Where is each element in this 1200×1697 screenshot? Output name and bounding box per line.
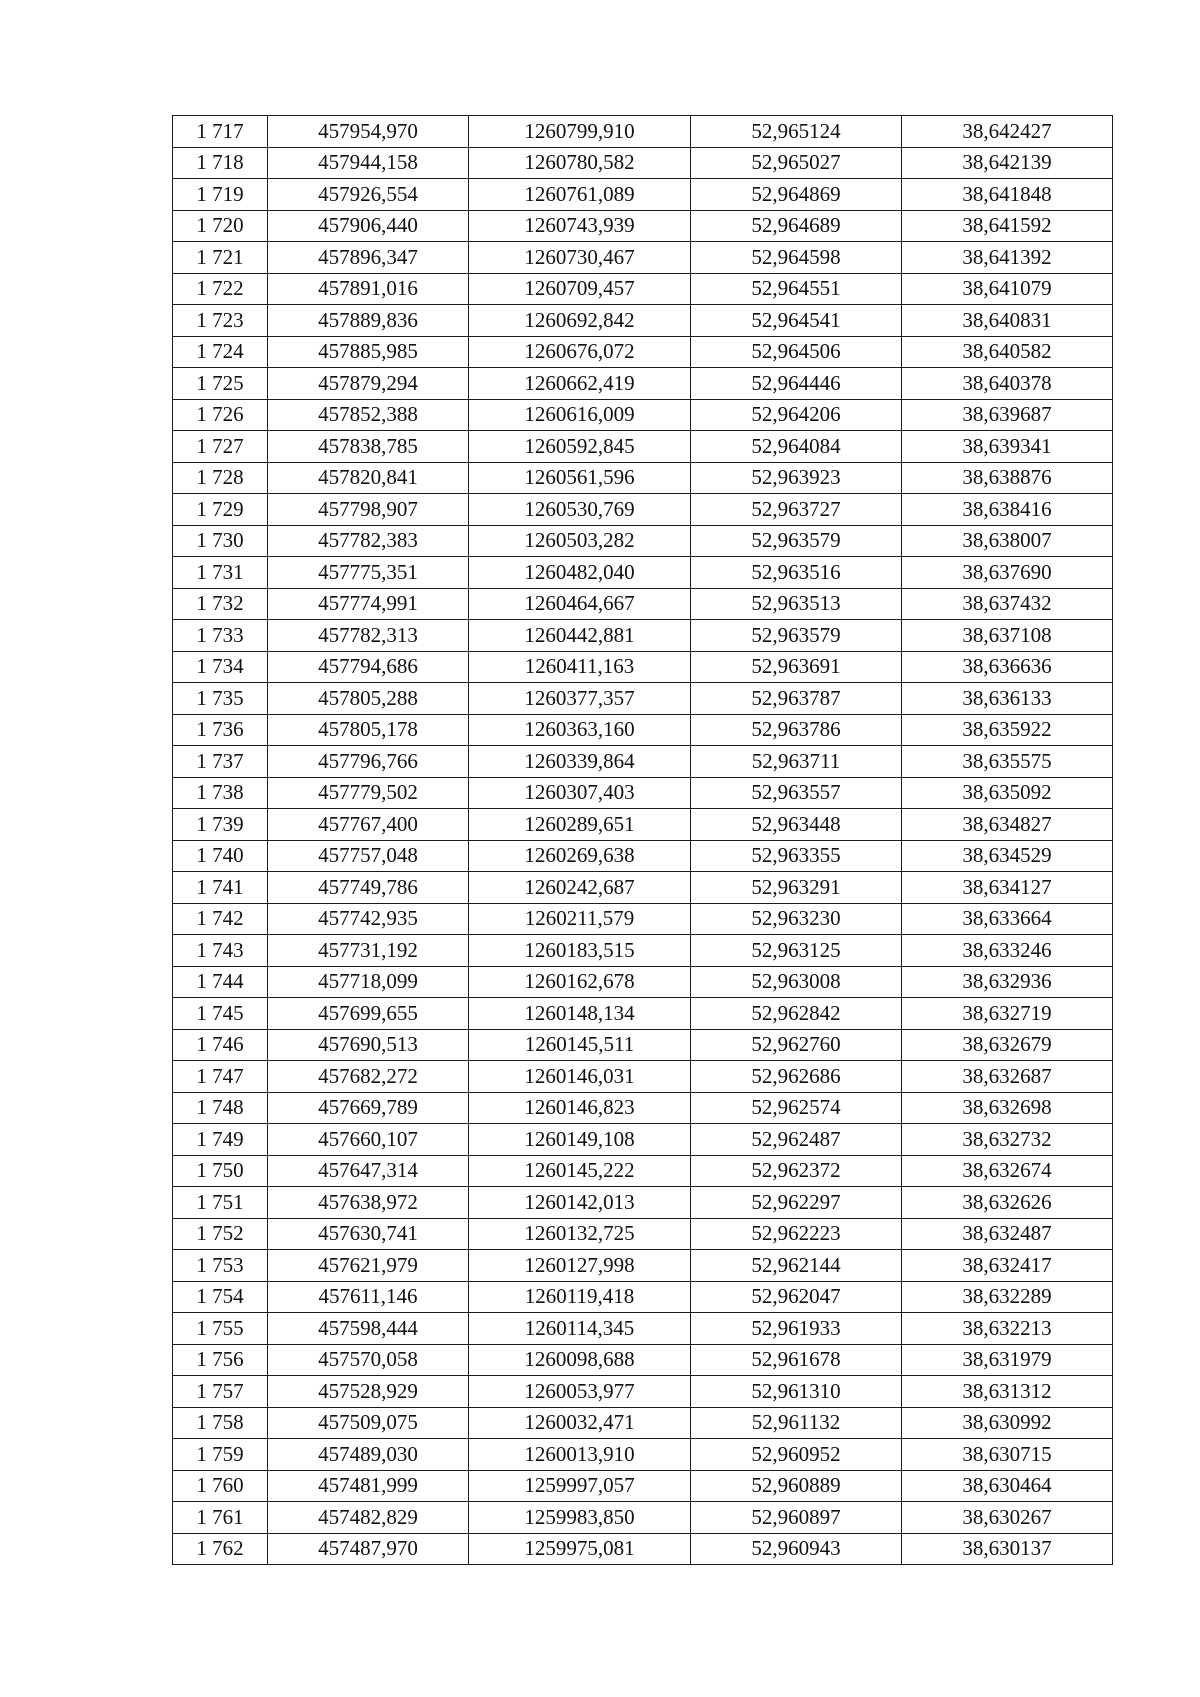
longitude-cell: 38,639341	[902, 431, 1113, 463]
longitude-cell: 38,641592	[902, 210, 1113, 242]
point-number-cell: 1 761	[173, 1502, 268, 1534]
point-number-cell: 1 735	[173, 683, 268, 715]
y-coordinate-cell: 1260149,108	[469, 1124, 691, 1156]
table-row	[173, 998, 1113, 1030]
table-row	[173, 746, 1113, 778]
point-number-cell: 1 718	[173, 147, 268, 179]
x-coordinate-cell: 457775,351	[268, 557, 469, 589]
table-row	[173, 1218, 1113, 1250]
longitude-cell: 38,632213	[902, 1313, 1113, 1345]
longitude-cell: 38,638007	[902, 525, 1113, 557]
point-number-cell: 1 753	[173, 1250, 268, 1282]
point-number-cell: 1 724	[173, 336, 268, 368]
x-coordinate-cell: 457699,655	[268, 998, 469, 1030]
point-number-cell: 1 742	[173, 903, 268, 935]
y-coordinate-cell: 1260145,511	[469, 1029, 691, 1061]
longitude-cell: 38,640582	[902, 336, 1113, 368]
y-coordinate-cell: 1260761,089	[469, 179, 691, 211]
x-coordinate-cell: 457885,985	[268, 336, 469, 368]
latitude-cell: 52,961933	[691, 1313, 902, 1345]
longitude-cell: 38,636133	[902, 683, 1113, 715]
latitude-cell: 52,962223	[691, 1218, 902, 1250]
y-coordinate-cell: 1260142,013	[469, 1187, 691, 1219]
latitude-cell: 52,964506	[691, 336, 902, 368]
latitude-cell: 52,960952	[691, 1439, 902, 1471]
point-number-cell: 1 755	[173, 1313, 268, 1345]
table-row	[173, 525, 1113, 557]
table-row	[173, 1029, 1113, 1061]
point-number-cell: 1 734	[173, 651, 268, 683]
table-row	[173, 840, 1113, 872]
longitude-cell: 38,638876	[902, 462, 1113, 494]
table-row	[173, 368, 1113, 400]
y-coordinate-cell: 1260242,687	[469, 872, 691, 904]
point-number-cell: 1 723	[173, 305, 268, 337]
point-number-cell: 1 747	[173, 1061, 268, 1093]
longitude-cell: 38,639687	[902, 399, 1113, 431]
table-row	[173, 242, 1113, 274]
x-coordinate-cell: 457889,836	[268, 305, 469, 337]
x-coordinate-cell: 457742,935	[268, 903, 469, 935]
y-coordinate-cell: 1259975,081	[469, 1533, 691, 1565]
x-coordinate-cell: 457906,440	[268, 210, 469, 242]
point-number-cell: 1 720	[173, 210, 268, 242]
table-row	[173, 1187, 1113, 1219]
y-coordinate-cell: 1260503,282	[469, 525, 691, 557]
table-row	[173, 777, 1113, 809]
latitude-cell: 52,964869	[691, 179, 902, 211]
point-number-cell: 1 743	[173, 935, 268, 967]
table-row	[173, 620, 1113, 652]
point-number-cell: 1 748	[173, 1092, 268, 1124]
longitude-cell: 38,632626	[902, 1187, 1113, 1219]
latitude-cell: 52,963448	[691, 809, 902, 841]
table-row	[173, 935, 1113, 967]
longitude-cell: 38,632289	[902, 1281, 1113, 1313]
y-coordinate-cell: 1260730,467	[469, 242, 691, 274]
table-row	[173, 714, 1113, 746]
point-number-cell: 1 744	[173, 966, 268, 998]
point-number-cell: 1 759	[173, 1439, 268, 1471]
y-coordinate-cell: 1260743,939	[469, 210, 691, 242]
y-coordinate-cell: 1260339,864	[469, 746, 691, 778]
point-number-cell: 1 726	[173, 399, 268, 431]
table-row	[173, 809, 1113, 841]
y-coordinate-cell: 1260592,845	[469, 431, 691, 463]
point-number-cell: 1 762	[173, 1533, 268, 1565]
x-coordinate-cell: 457621,979	[268, 1250, 469, 1282]
longitude-cell: 38,632732	[902, 1124, 1113, 1156]
x-coordinate-cell: 457660,107	[268, 1124, 469, 1156]
table-row	[173, 1344, 1113, 1376]
x-coordinate-cell: 457731,192	[268, 935, 469, 967]
y-coordinate-cell: 1260132,725	[469, 1218, 691, 1250]
latitude-cell: 52,964689	[691, 210, 902, 242]
longitude-cell: 38,632674	[902, 1155, 1113, 1187]
table-row	[173, 1439, 1113, 1471]
latitude-cell: 52,963008	[691, 966, 902, 998]
latitude-cell: 52,962760	[691, 1029, 902, 1061]
longitude-cell: 38,633246	[902, 935, 1113, 967]
point-number-cell: 1 719	[173, 179, 268, 211]
point-number-cell: 1 740	[173, 840, 268, 872]
latitude-cell: 52,964446	[691, 368, 902, 400]
point-number-cell: 1 728	[173, 462, 268, 494]
x-coordinate-cell: 457891,016	[268, 273, 469, 305]
latitude-cell: 52,963557	[691, 777, 902, 809]
y-coordinate-cell: 1260146,823	[469, 1092, 691, 1124]
table-row	[173, 1407, 1113, 1439]
y-coordinate-cell: 1260145,222	[469, 1155, 691, 1187]
y-coordinate-cell: 1260676,072	[469, 336, 691, 368]
x-coordinate-cell: 457630,741	[268, 1218, 469, 1250]
x-coordinate-cell: 457820,841	[268, 462, 469, 494]
x-coordinate-cell: 457682,272	[268, 1061, 469, 1093]
point-number-cell: 1 741	[173, 872, 268, 904]
latitude-cell: 52,964206	[691, 399, 902, 431]
y-coordinate-cell: 1260013,910	[469, 1439, 691, 1471]
longitude-cell: 38,641079	[902, 273, 1113, 305]
longitude-cell: 38,630267	[902, 1502, 1113, 1534]
x-coordinate-cell: 457767,400	[268, 809, 469, 841]
point-number-cell: 1 758	[173, 1407, 268, 1439]
longitude-cell: 38,637690	[902, 557, 1113, 589]
latitude-cell: 52,963230	[691, 903, 902, 935]
y-coordinate-cell: 1260561,596	[469, 462, 691, 494]
longitude-cell: 38,633664	[902, 903, 1113, 935]
latitude-cell: 52,963291	[691, 872, 902, 904]
point-number-cell: 1 732	[173, 588, 268, 620]
longitude-cell: 38,630992	[902, 1407, 1113, 1439]
longitude-cell: 38,632417	[902, 1250, 1113, 1282]
latitude-cell: 52,963579	[691, 525, 902, 557]
y-coordinate-cell: 1260692,842	[469, 305, 691, 337]
latitude-cell: 52,962686	[691, 1061, 902, 1093]
y-coordinate-cell: 1260442,881	[469, 620, 691, 652]
point-number-cell: 1 752	[173, 1218, 268, 1250]
y-coordinate-cell: 1260616,009	[469, 399, 691, 431]
table-row	[173, 1313, 1113, 1345]
longitude-cell: 38,638416	[902, 494, 1113, 526]
latitude-cell: 52,964084	[691, 431, 902, 463]
longitude-cell: 38,642427	[902, 116, 1113, 148]
table-row	[173, 431, 1113, 463]
latitude-cell: 52,963513	[691, 588, 902, 620]
x-coordinate-cell: 457779,502	[268, 777, 469, 809]
y-coordinate-cell: 1260799,910	[469, 116, 691, 148]
x-coordinate-cell: 457718,099	[268, 966, 469, 998]
latitude-cell: 52,960889	[691, 1470, 902, 1502]
x-coordinate-cell: 457782,383	[268, 525, 469, 557]
longitude-cell: 38,632487	[902, 1218, 1113, 1250]
longitude-cell: 38,630715	[902, 1439, 1113, 1471]
table-row	[173, 903, 1113, 935]
table-row	[173, 1250, 1113, 1282]
latitude-cell: 52,960897	[691, 1502, 902, 1534]
y-coordinate-cell: 1260032,471	[469, 1407, 691, 1439]
table-row	[173, 683, 1113, 715]
x-coordinate-cell: 457638,972	[268, 1187, 469, 1219]
table-row	[173, 1061, 1113, 1093]
table-row	[173, 1124, 1113, 1156]
x-coordinate-cell: 457487,970	[268, 1533, 469, 1565]
x-coordinate-cell: 457798,907	[268, 494, 469, 526]
longitude-cell: 38,632719	[902, 998, 1113, 1030]
y-coordinate-cell: 1260377,357	[469, 683, 691, 715]
y-coordinate-cell: 1260148,134	[469, 998, 691, 1030]
table-row	[173, 336, 1113, 368]
point-number-cell: 1 739	[173, 809, 268, 841]
longitude-cell: 38,634827	[902, 809, 1113, 841]
point-number-cell: 1 729	[173, 494, 268, 526]
longitude-cell: 38,635922	[902, 714, 1113, 746]
longitude-cell: 38,637432	[902, 588, 1113, 620]
longitude-cell: 38,632679	[902, 1029, 1113, 1061]
y-coordinate-cell: 1260119,418	[469, 1281, 691, 1313]
longitude-cell: 38,631979	[902, 1344, 1113, 1376]
longitude-cell: 38,640378	[902, 368, 1113, 400]
x-coordinate-cell: 457774,991	[268, 588, 469, 620]
point-number-cell: 1 727	[173, 431, 268, 463]
table-row	[173, 147, 1113, 179]
latitude-cell: 52,963786	[691, 714, 902, 746]
x-coordinate-cell: 457852,388	[268, 399, 469, 431]
table-row	[173, 872, 1113, 904]
x-coordinate-cell: 457749,786	[268, 872, 469, 904]
x-coordinate-cell: 457944,158	[268, 147, 469, 179]
longitude-cell: 38,631312	[902, 1376, 1113, 1408]
x-coordinate-cell: 457954,970	[268, 116, 469, 148]
table-row	[173, 399, 1113, 431]
latitude-cell: 52,960943	[691, 1533, 902, 1565]
longitude-cell: 38,635575	[902, 746, 1113, 778]
y-coordinate-cell: 1260662,419	[469, 368, 691, 400]
x-coordinate-cell: 457896,347	[268, 242, 469, 274]
y-coordinate-cell: 1260269,638	[469, 840, 691, 872]
table-row	[173, 462, 1113, 494]
table-row	[173, 210, 1113, 242]
point-number-cell: 1 737	[173, 746, 268, 778]
table-row	[173, 588, 1113, 620]
longitude-cell: 38,641848	[902, 179, 1113, 211]
table-row	[173, 1470, 1113, 1502]
x-coordinate-cell: 457528,929	[268, 1376, 469, 1408]
x-coordinate-cell: 457570,058	[268, 1344, 469, 1376]
latitude-cell: 52,962487	[691, 1124, 902, 1156]
y-coordinate-cell: 1260709,457	[469, 273, 691, 305]
y-coordinate-cell: 1260530,769	[469, 494, 691, 526]
y-coordinate-cell: 1260183,515	[469, 935, 691, 967]
y-coordinate-cell: 1259997,057	[469, 1470, 691, 1502]
longitude-cell: 38,632687	[902, 1061, 1113, 1093]
latitude-cell: 52,963355	[691, 840, 902, 872]
x-coordinate-cell: 457481,999	[268, 1470, 469, 1502]
y-coordinate-cell: 1260053,977	[469, 1376, 691, 1408]
table-row	[173, 651, 1113, 683]
table-row	[173, 1533, 1113, 1565]
table-row	[173, 273, 1113, 305]
coordinates-table-body	[173, 116, 1113, 1565]
y-coordinate-cell: 1260780,582	[469, 147, 691, 179]
x-coordinate-cell: 457598,444	[268, 1313, 469, 1345]
x-coordinate-cell: 457926,554	[268, 179, 469, 211]
point-number-cell: 1 731	[173, 557, 268, 589]
y-coordinate-cell: 1260363,160	[469, 714, 691, 746]
point-number-cell: 1 738	[173, 777, 268, 809]
longitude-cell: 38,634529	[902, 840, 1113, 872]
table-row	[173, 1281, 1113, 1313]
x-coordinate-cell: 457669,789	[268, 1092, 469, 1124]
y-coordinate-cell: 1260411,163	[469, 651, 691, 683]
latitude-cell: 52,963787	[691, 683, 902, 715]
table-row	[173, 1092, 1113, 1124]
longitude-cell: 38,641392	[902, 242, 1113, 274]
x-coordinate-cell: 457611,146	[268, 1281, 469, 1313]
point-number-cell: 1 754	[173, 1281, 268, 1313]
x-coordinate-cell: 457782,313	[268, 620, 469, 652]
y-coordinate-cell: 1260464,667	[469, 588, 691, 620]
longitude-cell: 38,630464	[902, 1470, 1113, 1502]
point-number-cell: 1 746	[173, 1029, 268, 1061]
latitude-cell: 52,961310	[691, 1376, 902, 1408]
x-coordinate-cell: 457838,785	[268, 431, 469, 463]
point-number-cell: 1 750	[173, 1155, 268, 1187]
point-number-cell: 1 756	[173, 1344, 268, 1376]
latitude-cell: 52,962842	[691, 998, 902, 1030]
latitude-cell: 52,964598	[691, 242, 902, 274]
y-coordinate-cell: 1260211,579	[469, 903, 691, 935]
x-coordinate-cell: 457647,314	[268, 1155, 469, 1187]
point-number-cell: 1 733	[173, 620, 268, 652]
longitude-cell: 38,642139	[902, 147, 1113, 179]
point-number-cell: 1 760	[173, 1470, 268, 1502]
y-coordinate-cell: 1260482,040	[469, 557, 691, 589]
y-coordinate-cell: 1260098,688	[469, 1344, 691, 1376]
latitude-cell: 52,963727	[691, 494, 902, 526]
table-row	[173, 1502, 1113, 1534]
latitude-cell: 52,964551	[691, 273, 902, 305]
y-coordinate-cell: 1259983,850	[469, 1502, 691, 1534]
table-row	[173, 1376, 1113, 1408]
longitude-cell: 38,640831	[902, 305, 1113, 337]
latitude-cell: 52,962372	[691, 1155, 902, 1187]
latitude-cell: 52,965124	[691, 116, 902, 148]
x-coordinate-cell: 457509,075	[268, 1407, 469, 1439]
point-number-cell: 1 721	[173, 242, 268, 274]
x-coordinate-cell: 457805,178	[268, 714, 469, 746]
latitude-cell: 52,963923	[691, 462, 902, 494]
latitude-cell: 52,965027	[691, 147, 902, 179]
latitude-cell: 52,963516	[691, 557, 902, 589]
point-number-cell: 1 751	[173, 1187, 268, 1219]
x-coordinate-cell: 457482,829	[268, 1502, 469, 1534]
latitude-cell: 52,963125	[691, 935, 902, 967]
y-coordinate-cell: 1260127,998	[469, 1250, 691, 1282]
coordinates-table	[172, 115, 1113, 1565]
table-row	[173, 494, 1113, 526]
latitude-cell: 52,961132	[691, 1407, 902, 1439]
longitude-cell: 38,632936	[902, 966, 1113, 998]
longitude-cell: 38,636636	[902, 651, 1113, 683]
point-number-cell: 1 717	[173, 116, 268, 148]
table-row	[173, 305, 1113, 337]
table-row	[173, 1155, 1113, 1187]
x-coordinate-cell: 457805,288	[268, 683, 469, 715]
y-coordinate-cell: 1260162,678	[469, 966, 691, 998]
point-number-cell: 1 749	[173, 1124, 268, 1156]
point-number-cell: 1 725	[173, 368, 268, 400]
x-coordinate-cell: 457489,030	[268, 1439, 469, 1471]
table-row	[173, 557, 1113, 589]
point-number-cell: 1 757	[173, 1376, 268, 1408]
point-number-cell: 1 722	[173, 273, 268, 305]
table-row	[173, 966, 1113, 998]
longitude-cell: 38,635092	[902, 777, 1113, 809]
x-coordinate-cell: 457690,513	[268, 1029, 469, 1061]
y-coordinate-cell: 1260289,651	[469, 809, 691, 841]
y-coordinate-cell: 1260307,403	[469, 777, 691, 809]
point-number-cell: 1 730	[173, 525, 268, 557]
table-row	[173, 116, 1113, 148]
x-coordinate-cell: 457879,294	[268, 368, 469, 400]
latitude-cell: 52,963691	[691, 651, 902, 683]
y-coordinate-cell: 1260146,031	[469, 1061, 691, 1093]
latitude-cell: 52,961678	[691, 1344, 902, 1376]
longitude-cell: 38,632698	[902, 1092, 1113, 1124]
longitude-cell: 38,630137	[902, 1533, 1113, 1565]
table-row	[173, 179, 1113, 211]
point-number-cell: 1 745	[173, 998, 268, 1030]
longitude-cell: 38,637108	[902, 620, 1113, 652]
latitude-cell: 52,962574	[691, 1092, 902, 1124]
latitude-cell: 52,962297	[691, 1187, 902, 1219]
latitude-cell: 52,962144	[691, 1250, 902, 1282]
latitude-cell: 52,963579	[691, 620, 902, 652]
x-coordinate-cell: 457794,686	[268, 651, 469, 683]
latitude-cell: 52,964541	[691, 305, 902, 337]
latitude-cell: 52,963711	[691, 746, 902, 778]
y-coordinate-cell: 1260114,345	[469, 1313, 691, 1345]
latitude-cell: 52,962047	[691, 1281, 902, 1313]
x-coordinate-cell: 457796,766	[268, 746, 469, 778]
point-number-cell: 1 736	[173, 714, 268, 746]
x-coordinate-cell: 457757,048	[268, 840, 469, 872]
longitude-cell: 38,634127	[902, 872, 1113, 904]
